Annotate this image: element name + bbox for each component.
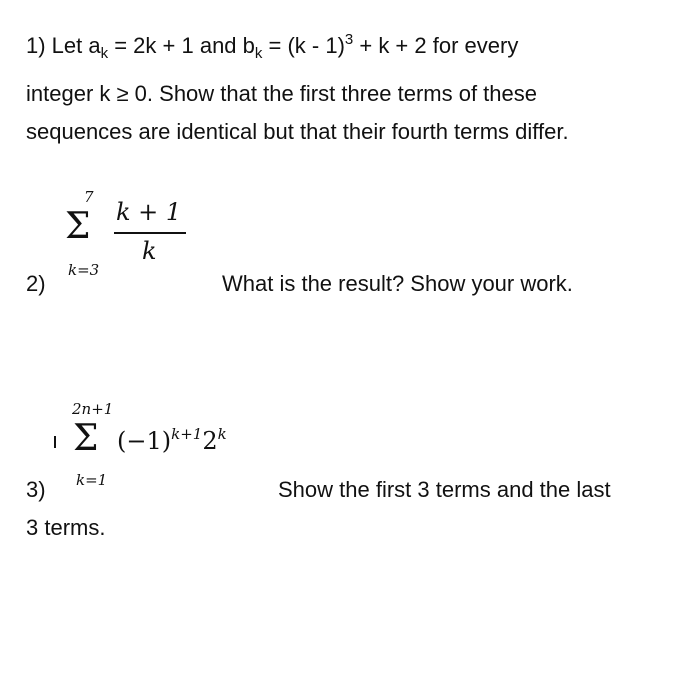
- problem-3-prompt-continuation: 3 terms.: [26, 515, 106, 540]
- problem-1-line-2: integer k ≥ 0. Show that the first three terms of these: [26, 81, 537, 106]
- b-exponent: 3: [344, 31, 354, 48]
- problem-3-sum-upper-limit: 2n+1: [72, 400, 114, 418]
- a-definition: = 2k + 1 and b: [108, 33, 255, 58]
- problem-3-term-exponent-2: k: [217, 425, 227, 443]
- problem-2-label: 2): [26, 271, 46, 296]
- b-subscript: k: [254, 45, 263, 62]
- problem-3-prompt: Show the first 3 terms and the last: [278, 477, 611, 502]
- b-definition-end: + k + 2 for every: [353, 33, 519, 58]
- problem-2-fraction-denominator: k: [142, 237, 157, 265]
- problem-2-sum-upper-limit: 7: [84, 188, 94, 206]
- problem-1-line-3: sequences are identical but that their fourth terms differ.: [26, 119, 569, 144]
- problem-2-sum-lower-limit: k=3: [68, 261, 100, 279]
- problem-2-fraction-bar: [114, 232, 186, 234]
- problem-3-sigma-symbol: Σ: [73, 418, 99, 459]
- problem-3-sum-lower-limit: k=1: [76, 471, 108, 489]
- problem-3-label: 3): [26, 477, 46, 502]
- problem-3-stray-mark: [54, 436, 56, 448]
- a-subscript: k: [100, 45, 109, 62]
- problem-2-prompt: What is the result? Show your work.: [222, 271, 573, 296]
- problem-1-line-1: [26, 32, 518, 63]
- b-definition-start: = (k - 1): [262, 33, 345, 58]
- problem-3-term-base: (−1): [117, 427, 172, 455]
- problem-2-sigma-symbol: Σ: [65, 206, 91, 247]
- problem-2-fraction-numerator: k + 1: [116, 198, 182, 226]
- problem-3-term-exponent-1: k+1: [171, 425, 203, 443]
- problem-3-term-middle: 2: [202, 427, 218, 455]
- problem-1-intro: 1) Let a: [26, 33, 101, 58]
- problem-3-summand: [117, 427, 227, 458]
